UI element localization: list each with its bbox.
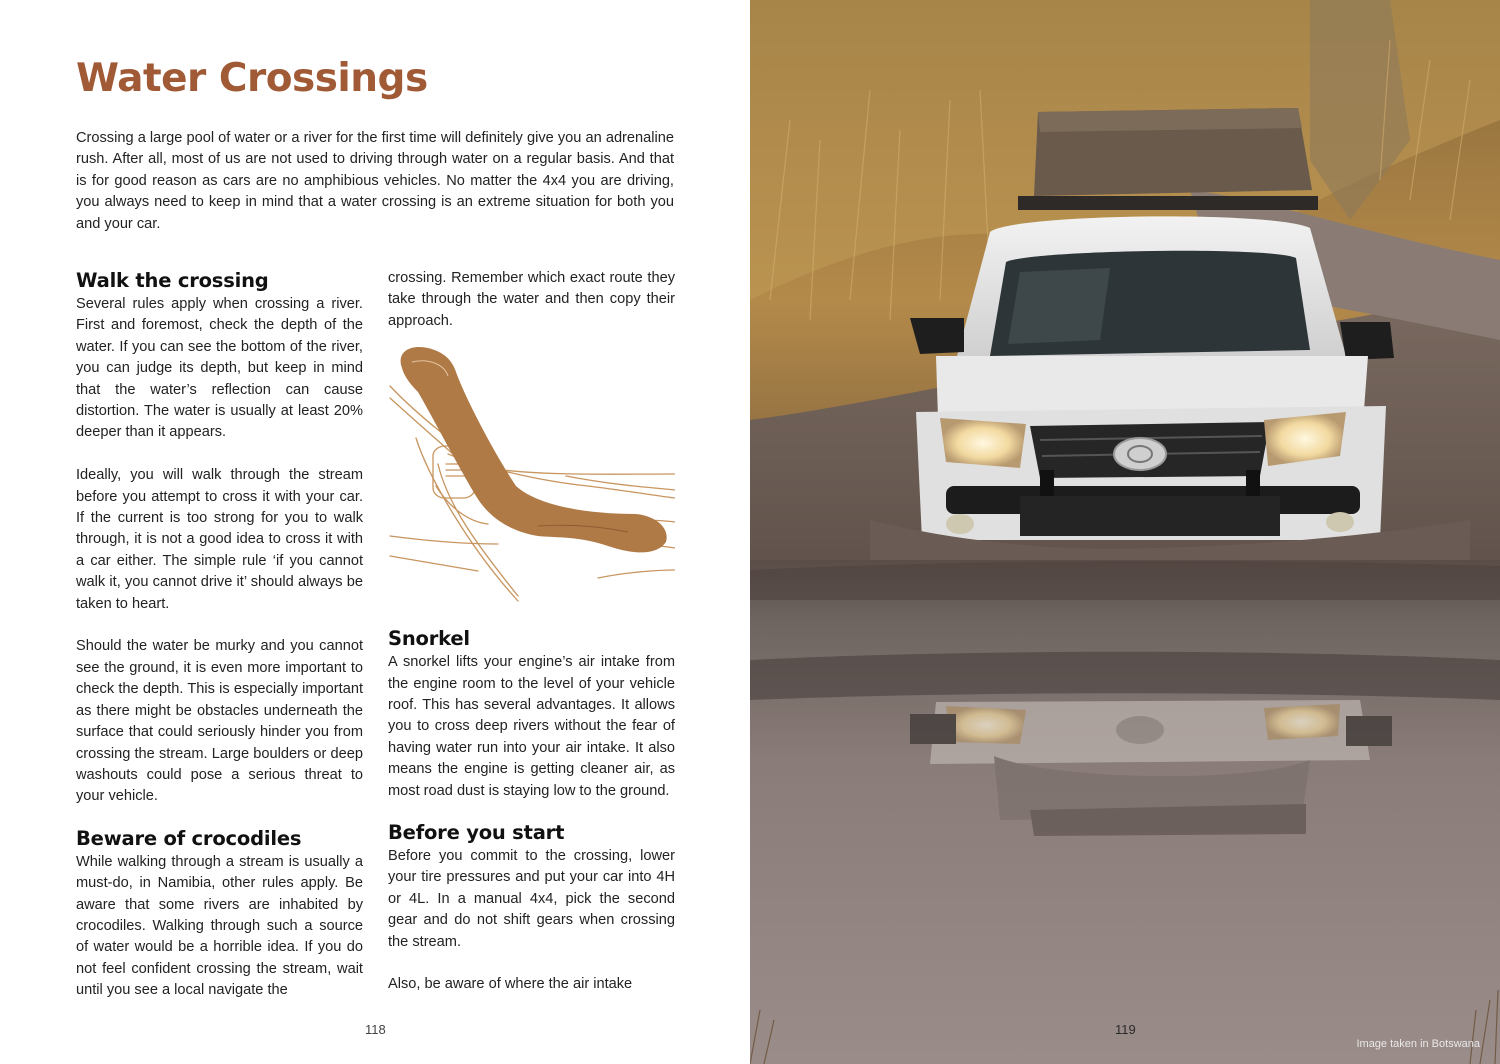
- walk-paragraph-2: Ideally, you will walk through the stream before you attempt to cross it with your car. If the current is too strong for you to walk through, it is not a good idea to cross it with a car either. The simple rule ‘if you cannot walk it, you cannot drive it’ should always be taken to heart.: [76, 467, 363, 612]
- vehicle-water-crossing-photo-icon: [750, 0, 1500, 1064]
- before-paragraph-2: Also, be aware of where the air intake: [388, 976, 633, 993]
- walk-continued-paragraph: crossing. Remember which exact route they take through the water and then copy their approach.: [388, 270, 675, 329]
- photo-caption: Image taken in Botswana: [1356, 1038, 1480, 1050]
- right-column: [388, 268, 675, 996]
- walk-paragraph-1: Several rules apply when crossing a river. First and foremost, check the depth of the water. If you can see the bottom of the river, you can judge its depth, but keep in mind that the water’s reflection can cause distortion. The water is usually at least 20% deeper than it appears.: [76, 296, 363, 441]
- walk-paragraph-3: Should the water be murky and you cannot see the ground, it is even more important to check the depth. This is especially important as there might be obstacles underneath the surface that could seriously hinder you from crossing the stream. Large boulders or deep washouts could pose a serious threat to your vehicle.: [76, 638, 363, 805]
- page-number-left: 118: [365, 1022, 386, 1037]
- right-page: [750, 0, 1500, 1064]
- left-column: [76, 268, 363, 1002]
- heading-before-you-start: Before you start: [388, 821, 565, 845]
- intro-paragraph: Crossing a large pool of water or a river for the first time will definitely give you an adrenaline rush. After all, most of us are not used to driving through water on a regular basis. And that is for good reason as cars are no amphibious vehicles. No matter the 4x4 you are driving, you always need to keep in mind that a water crossing is an extreme situation for both you and your car.: [76, 130, 674, 232]
- before-paragraph-1: Before you commit to the crossing, lower your tire pressures and put your car into 4H or 4L. In a manual 4x4, pick the second gear and do not shift gears when crossing the stream.: [388, 848, 675, 950]
- snorkel-illustration-icon: [388, 346, 675, 608]
- page-title: Water Crossings: [76, 56, 428, 101]
- heading-beware-of-crocodiles: Beware of crocodiles: [76, 826, 302, 850]
- snorkel-paragraph: A snorkel lifts your engine’s air intake from the engine room to the level of your vehicle roof. This has several advantages. It allows you to cross deep rivers without the fear of having water run into your air intake. It also means the engine is getting cleaner air, as most road dust is staying low to the ground.: [388, 654, 675, 799]
- page-number-right: 119: [1115, 1022, 1136, 1037]
- crocodiles-paragraph: While walking through a stream is usually a must-do, in Namibia, other rules apply. Be aware that some rivers are inhabited by crocodiles. Walking through such a source of water would be a horrible idea. If you do not feel confident crossing the stream, wait until you see a local navigate the: [76, 853, 363, 999]
- heading-walk-the-crossing: Walk the crossing: [76, 269, 269, 292]
- heading-snorkel: Snorkel: [388, 627, 470, 651]
